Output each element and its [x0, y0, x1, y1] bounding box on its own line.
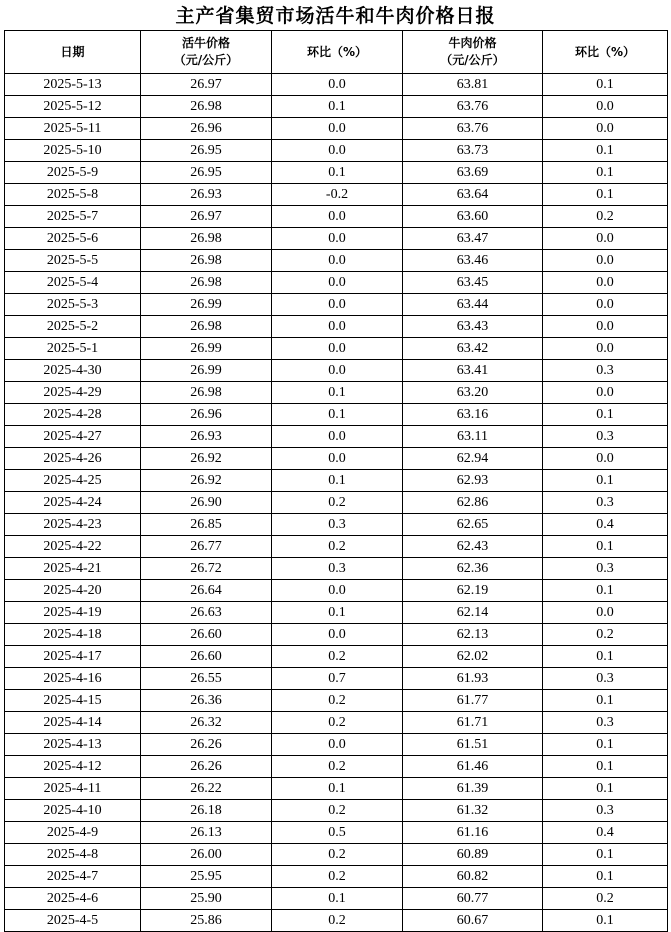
cell-date: 2025-5-4: [5, 272, 141, 294]
table-row: [5, 734, 668, 756]
cell-beef-price: 60.67: [403, 910, 543, 932]
cell-date: 2025-4-21: [5, 558, 141, 580]
cell-beef-change: 0.1: [543, 844, 668, 866]
cell-cattle-price: 26.13: [141, 822, 272, 844]
cell-date: 2025-4-17: [5, 646, 141, 668]
cell-cattle-change: 0.0: [272, 118, 403, 140]
cell-date: 2025-4-6: [5, 888, 141, 910]
cell-beef-change: 0.0: [543, 448, 668, 470]
table-row: [5, 602, 668, 624]
cell-cattle-price: 26.98: [141, 272, 272, 294]
cell-beef-change: 0.0: [543, 250, 668, 272]
cell-beef-change: 0.0: [543, 338, 668, 360]
cell-beef-price: 63.76: [403, 96, 543, 118]
cell-beef-change: 0.3: [543, 558, 668, 580]
cell-date: 2025-4-18: [5, 624, 141, 646]
cell-cattle-price: 26.92: [141, 448, 272, 470]
table-row: [5, 228, 668, 250]
table-row: [5, 448, 668, 470]
cell-cattle-change: 0.2: [272, 910, 403, 932]
cell-beef-change: 0.1: [543, 74, 668, 96]
cell-cattle-price: 25.86: [141, 910, 272, 932]
cell-cattle-change: 0.0: [272, 448, 403, 470]
cell-cattle-change: 0.3: [272, 514, 403, 536]
cell-date: 2025-4-7: [5, 866, 141, 888]
cell-cattle-price: 25.90: [141, 888, 272, 910]
cell-cattle-price: 26.72: [141, 558, 272, 580]
table-row: [5, 404, 668, 426]
cell-beef-change: 0.1: [543, 866, 668, 888]
cell-beef-price: 61.93: [403, 668, 543, 690]
table-row: [5, 316, 668, 338]
cell-cattle-change: 0.0: [272, 294, 403, 316]
cell-beef-change: 0.2: [543, 888, 668, 910]
cell-cattle-change: 0.2: [272, 492, 403, 514]
cell-date: 2025-4-15: [5, 690, 141, 712]
cell-beef-price: 62.43: [403, 536, 543, 558]
cell-cattle-change: 0.0: [272, 734, 403, 756]
cell-beef-price: 63.16: [403, 404, 543, 426]
cell-beef-change: 0.3: [543, 712, 668, 734]
table-row: [5, 690, 668, 712]
cell-cattle-price: 26.95: [141, 162, 272, 184]
table-row: [5, 646, 668, 668]
cell-date: 2025-4-27: [5, 426, 141, 448]
cell-cattle-change: 0.0: [272, 338, 403, 360]
cell-beef-price: 63.11: [403, 426, 543, 448]
cell-beef-change: 0.2: [543, 206, 668, 228]
cell-beef-price: 62.19: [403, 580, 543, 602]
cell-beef-change: 0.1: [543, 580, 668, 602]
table-row: [5, 206, 668, 228]
cell-cattle-price: 26.63: [141, 602, 272, 624]
cell-date: 2025-5-6: [5, 228, 141, 250]
cell-cattle-change: 0.0: [272, 580, 403, 602]
cell-beef-change: 0.3: [543, 492, 668, 514]
cell-beef-price: 63.73: [403, 140, 543, 162]
cell-cattle-change: 0.2: [272, 866, 403, 888]
cell-date: 2025-5-9: [5, 162, 141, 184]
table-row: [5, 360, 668, 382]
header-beef-price: [403, 31, 543, 74]
cell-cattle-change: 0.0: [272, 228, 403, 250]
cell-cattle-change: 0.3: [272, 558, 403, 580]
cell-beef-change: 0.0: [543, 272, 668, 294]
cell-beef-price: 63.76: [403, 118, 543, 140]
cell-beef-change: 0.1: [543, 140, 668, 162]
cell-beef-change: 0.0: [543, 294, 668, 316]
table-row: [5, 140, 668, 162]
cell-date: 2025-4-13: [5, 734, 141, 756]
cell-beef-price: 63.64: [403, 184, 543, 206]
cell-beef-price: 62.14: [403, 602, 543, 624]
cell-beef-change: 0.1: [543, 778, 668, 800]
cell-beef-change: 0.1: [543, 690, 668, 712]
cell-beef-change: 0.3: [543, 426, 668, 448]
table-row: [5, 470, 668, 492]
cell-beef-price: 61.46: [403, 756, 543, 778]
cell-cattle-change: 0.2: [272, 536, 403, 558]
cell-cattle-price: 26.99: [141, 294, 272, 316]
table-row: [5, 294, 668, 316]
cell-date: 2025-4-10: [5, 800, 141, 822]
header-row: [5, 31, 668, 74]
table-row: [5, 580, 668, 602]
cell-cattle-change: 0.2: [272, 756, 403, 778]
cell-date: 2025-4-23: [5, 514, 141, 536]
cell-beef-price: 62.94: [403, 448, 543, 470]
cell-beef-price: 60.82: [403, 866, 543, 888]
cell-cattle-price: 26.95: [141, 140, 272, 162]
cell-cattle-change: 0.1: [272, 888, 403, 910]
cell-beef-price: 63.81: [403, 74, 543, 96]
table-row: [5, 910, 668, 932]
cell-cattle-price: 26.97: [141, 206, 272, 228]
table-row: [5, 822, 668, 844]
cell-date: 2025-4-12: [5, 756, 141, 778]
cell-beef-price: 63.47: [403, 228, 543, 250]
cell-beef-price: 60.89: [403, 844, 543, 866]
header-beef-price-unit: （元/公斤）: [440, 53, 505, 67]
table-row: [5, 96, 668, 118]
cell-beef-price: 63.44: [403, 294, 543, 316]
cell-cattle-change: 0.0: [272, 426, 403, 448]
cell-cattle-change: 0.1: [272, 470, 403, 492]
cell-cattle-change: 0.0: [272, 140, 403, 162]
cell-beef-change: 0.1: [543, 536, 668, 558]
cell-beef-change: 0.1: [543, 910, 668, 932]
header-cattle-price-unit: （元/公斤）: [173, 53, 239, 67]
cell-cattle-price: 26.85: [141, 514, 272, 536]
cell-beef-price: 63.45: [403, 272, 543, 294]
cell-date: 2025-4-30: [5, 360, 141, 382]
cell-cattle-price: 26.98: [141, 96, 272, 118]
cell-beef-change: 0.4: [543, 514, 668, 536]
cell-cattle-price: 26.97: [141, 74, 272, 96]
cell-beef-change: 0.0: [543, 382, 668, 404]
cell-beef-price: 63.42: [403, 338, 543, 360]
cell-date: 2025-4-8: [5, 844, 141, 866]
cell-beef-change: 0.1: [543, 734, 668, 756]
cell-cattle-price: 26.64: [141, 580, 272, 602]
cell-cattle-change: 0.2: [272, 646, 403, 668]
table-row: [5, 118, 668, 140]
cell-date: 2025-4-25: [5, 470, 141, 492]
header-cattle-price: [141, 31, 272, 74]
cell-date: 2025-5-2: [5, 316, 141, 338]
cell-date: 2025-4-29: [5, 382, 141, 404]
cell-date: 2025-5-8: [5, 184, 141, 206]
cell-date: 2025-4-5: [5, 910, 141, 932]
cell-cattle-price: 26.22: [141, 778, 272, 800]
table-row: [5, 866, 668, 888]
header-date: 日期: [5, 31, 141, 74]
cell-beef-price: 61.51: [403, 734, 543, 756]
cell-cattle-change: 0.1: [272, 404, 403, 426]
table-row: [5, 272, 668, 294]
cell-cattle-price: 26.98: [141, 382, 272, 404]
cell-cattle-price: 26.55: [141, 668, 272, 690]
cell-cattle-change: -0.2: [272, 184, 403, 206]
cell-date: 2025-4-26: [5, 448, 141, 470]
cell-cattle-price: 26.32: [141, 712, 272, 734]
cell-date: 2025-4-14: [5, 712, 141, 734]
page-title: 主产省集贸市场活牛和牛肉价格日报: [175, 5, 496, 27]
cell-date: 2025-4-22: [5, 536, 141, 558]
cell-beef-change: 0.1: [543, 646, 668, 668]
cell-cattle-price: 26.36: [141, 690, 272, 712]
cell-date: 2025-4-19: [5, 602, 141, 624]
cell-date: 2025-5-5: [5, 250, 141, 272]
cell-beef-change: 0.1: [543, 184, 668, 206]
cell-cattle-change: 0.2: [272, 800, 403, 822]
cell-cattle-price: 26.99: [141, 338, 272, 360]
cell-beef-change: 0.3: [543, 668, 668, 690]
cell-date: 2025-5-7: [5, 206, 141, 228]
cell-beef-price: 63.69: [403, 162, 543, 184]
cell-cattle-price: 26.98: [141, 228, 272, 250]
table-row: [5, 426, 668, 448]
cell-cattle-change: 0.1: [272, 382, 403, 404]
header-cattle-change: 环比（%）: [272, 31, 403, 74]
table-row: [5, 74, 668, 96]
cell-cattle-change: 0.1: [272, 162, 403, 184]
cell-beef-price: 63.46: [403, 250, 543, 272]
cell-beef-price: 62.36: [403, 558, 543, 580]
table-row: [5, 162, 668, 184]
cell-beef-change: 0.0: [543, 96, 668, 118]
table-row: [5, 800, 668, 822]
cell-beef-change: 0.3: [543, 800, 668, 822]
cell-date: 2025-5-13: [5, 74, 141, 96]
cell-cattle-price: 26.96: [141, 118, 272, 140]
table-row: [5, 514, 668, 536]
cell-date: 2025-4-16: [5, 668, 141, 690]
cell-date: 2025-5-3: [5, 294, 141, 316]
cell-beef-price: 62.65: [403, 514, 543, 536]
cell-beef-change: 0.1: [543, 756, 668, 778]
cell-beef-price: 61.39: [403, 778, 543, 800]
cell-cattle-price: 26.26: [141, 734, 272, 756]
cell-cattle-price: 26.90: [141, 492, 272, 514]
cell-cattle-change: 0.0: [272, 272, 403, 294]
cell-cattle-change: 0.0: [272, 316, 403, 338]
cell-cattle-price: 26.60: [141, 624, 272, 646]
cell-cattle-price: 26.99: [141, 360, 272, 382]
cell-cattle-price: 26.98: [141, 316, 272, 338]
cell-cattle-change: 0.2: [272, 690, 403, 712]
table-row: [5, 712, 668, 734]
cell-cattle-change: 0.2: [272, 712, 403, 734]
cell-cattle-price: 26.26: [141, 756, 272, 778]
table-body: [5, 74, 668, 932]
cell-cattle-change: 0.0: [272, 624, 403, 646]
table-row: [5, 888, 668, 910]
cell-cattle-change: 0.0: [272, 360, 403, 382]
cell-date: 2025-4-9: [5, 822, 141, 844]
cell-cattle-price: 25.95: [141, 866, 272, 888]
cell-cattle-price: 26.98: [141, 250, 272, 272]
cell-beef-change: 0.0: [543, 118, 668, 140]
table-row: [5, 756, 668, 778]
cell-cattle-change: 0.0: [272, 74, 403, 96]
cell-date: 2025-5-12: [5, 96, 141, 118]
table-row: [5, 250, 668, 272]
cell-date: 2025-5-10: [5, 140, 141, 162]
cell-beef-change: 0.0: [543, 602, 668, 624]
cell-cattle-price: 26.00: [141, 844, 272, 866]
cell-beef-price: 61.71: [403, 712, 543, 734]
cell-cattle-change: 0.1: [272, 96, 403, 118]
table-row: [5, 624, 668, 646]
cell-cattle-change: 0.0: [272, 250, 403, 272]
header-cattle-price-label: 活牛价格: [181, 36, 230, 50]
cell-cattle-change: 0.0: [272, 206, 403, 228]
table-row: [5, 338, 668, 360]
cell-beef-change: 0.1: [543, 404, 668, 426]
cell-beef-change: 0.2: [543, 624, 668, 646]
cell-cattle-price: 26.93: [141, 426, 272, 448]
cell-beef-change: 0.0: [543, 316, 668, 338]
table-row: [5, 778, 668, 800]
cell-beef-change: 0.4: [543, 822, 668, 844]
cell-cattle-change: 0.1: [272, 778, 403, 800]
cell-cattle-change: 0.2: [272, 844, 403, 866]
cell-beef-change: 0.0: [543, 228, 668, 250]
cell-cattle-price: 26.93: [141, 184, 272, 206]
cell-beef-price: 62.93: [403, 470, 543, 492]
cell-cattle-change: 0.1: [272, 602, 403, 624]
cell-beef-price: 61.77: [403, 690, 543, 712]
header-beef-price-label: 牛肉价格: [448, 36, 497, 50]
cell-beef-price: 62.02: [403, 646, 543, 668]
table-row: [5, 668, 668, 690]
table-row: [5, 492, 668, 514]
cell-beef-price: 60.77: [403, 888, 543, 910]
cell-beef-price: 63.41: [403, 360, 543, 382]
cell-cattle-price: 26.96: [141, 404, 272, 426]
cell-date: 2025-4-24: [5, 492, 141, 514]
cell-date: 2025-4-28: [5, 404, 141, 426]
cell-beef-price: 62.13: [403, 624, 543, 646]
cell-cattle-change: 0.7: [272, 668, 403, 690]
table-row: [5, 536, 668, 558]
price-table: [4, 30, 668, 932]
cell-cattle-price: 26.92: [141, 470, 272, 492]
cell-beef-price: 63.43: [403, 316, 543, 338]
table-row: [5, 184, 668, 206]
table-row: [5, 844, 668, 866]
cell-cattle-price: 26.18: [141, 800, 272, 822]
cell-beef-price: 62.86: [403, 492, 543, 514]
cell-beef-price: 61.16: [403, 822, 543, 844]
cell-beef-change: 0.3: [543, 360, 668, 382]
cell-date: 2025-4-11: [5, 778, 141, 800]
cell-cattle-change: 0.5: [272, 822, 403, 844]
cell-beef-price: 63.60: [403, 206, 543, 228]
cell-cattle-price: 26.77: [141, 536, 272, 558]
header-beef-change: 环比（%）: [543, 31, 668, 74]
table-row: [5, 558, 668, 580]
cell-beef-price: 61.32: [403, 800, 543, 822]
cell-date: 2025-5-11: [5, 118, 141, 140]
cell-beef-change: 0.1: [543, 470, 668, 492]
cell-beef-price: 63.20: [403, 382, 543, 404]
cell-cattle-price: 26.60: [141, 646, 272, 668]
cell-date: 2025-4-20: [5, 580, 141, 602]
table-row: [5, 382, 668, 404]
cell-beef-change: 0.1: [543, 162, 668, 184]
cell-date: 2025-5-1: [5, 338, 141, 360]
